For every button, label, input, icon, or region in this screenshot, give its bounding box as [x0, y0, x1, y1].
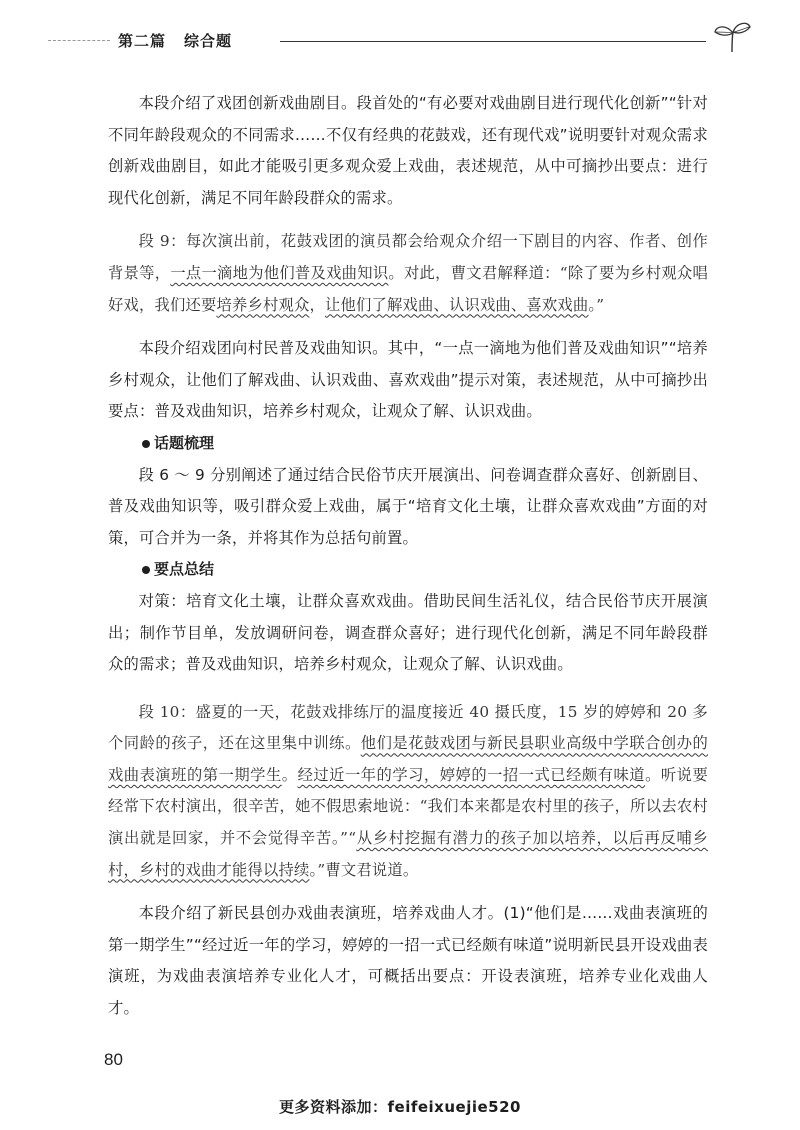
- topic-summary-paragraph: 段 6 ～ 9 分别阐述了通过结合民俗节庆开展演出、问卷调查群众喜好、创新剧目、普及戏曲知识等，吸引群众爱上戏曲，属于“培育文化土壤，让群众喜欢戏曲”方面的对策，可合并为一条，并将其作为总括句前置。: [108, 465, 708, 547]
- analysis-paragraph-1: 本段介绍了戏团创新戏曲剧目。段首处的“有必要对戏曲剧目进行现代化创新”“针对不同年龄段观众的不同需求……不仅有经典的花鼓戏，还有现代戏”说明要针对观众需求创新戏曲剧目，如此才能吸引更多观众爱上戏曲，表述规范，从中可摘抄出要点：进行现代化创新，满足不同年龄段群众的需求。: [108, 94, 708, 207]
- highlighted-phrase: 从乡村挖掘有潜力的孩子加以培养，以后再反哺乡村，乡村的戏曲才能得以持续: [108, 829, 708, 879]
- source-text: 。”曹文君说道。: [309, 860, 419, 879]
- header-dash-rule: [48, 40, 110, 41]
- highlighted-phrase: 培养乡村观众: [216, 295, 310, 314]
- highlighted-phrase: 经过近一年的学习，婷婷的一招一式已经颇有味道: [297, 765, 646, 784]
- footer-note: 更多资料添加：feifeixuejie520: [279, 1098, 521, 1116]
- analysis-paragraph-3: 本段介绍了新民县创办戏曲表演班，培养戏曲人才。(1)“他们是……戏曲表演班的第一期学生”“经过近一年的学习，婷婷的一招一式已经颇有味道”说明新民县开设戏曲表演班，为戏曲表演培养专业化人才，可概括出要点：开设表演班，培养专业化戏曲人才。: [108, 904, 708, 1018]
- source-text: ，: [309, 295, 325, 314]
- source-text: 段 10：盛夏的一天，花鼓戏排练厅的温度接近 40 摄氏度，15 岁的婷婷和 20 多个同龄的孩子，还在这里集中训练。: [108, 702, 708, 753]
- bullet-icon: [142, 440, 150, 448]
- running-header: [48, 28, 752, 54]
- source-text: 。对此，曹文君解释道：“除了要为乡村观众唱好戏，我们还要: [108, 263, 708, 314]
- sprout-icon: [712, 20, 752, 54]
- key-points-paragraph: 对策：培育文化土壤，让群众喜欢戏曲。借助民间生活礼仪，结合民俗节庆开展演出；制作节目单，发放调研问卷，调查群众喜好；进行现代化创新，满足不同年龄段群众的需求；普及戏曲知识，培养乡村观众，让观众了解、认识戏曲。: [108, 591, 708, 674]
- analysis-paragraph-2: 本段介绍戏团向村民普及戏曲知识。其中，“一点一滴地为他们普及戏曲知识”“培养乡村观众，让他们了解戏曲、认识戏曲、喜欢戏曲”提示对策，表述规范，从中可摘抄出要点：普及戏曲知识，培养乡村观众，让观众了解、认识戏曲。: [108, 339, 708, 421]
- highlighted-phrase: 他们是花鼓戏团与新民县职业高级中学联合创办的戏曲表演班的第一期学生: [108, 734, 709, 784]
- highlighted-phrase: 一点一滴地为他们普及戏曲知识: [170, 263, 389, 282]
- section-heading-summary: [108, 554, 708, 586]
- source-paragraph-9: [108, 226, 708, 321]
- source-text: 。”: [588, 295, 605, 314]
- source-text: 段 9：每次演出前，花鼓戏团的演员都会给观众介绍一下剧目的内容、作者、创作背景等，: [108, 232, 708, 282]
- source-paragraph-10: [108, 697, 708, 887]
- header-chapter-title: 综合题: [184, 32, 233, 50]
- source-text: 。: [281, 765, 298, 784]
- section-heading-label: 话题梳理: [154, 433, 215, 452]
- source-text: 。听说要经常下农村演出，很辛苦，她不假思索地说：“我们本来都是农村里的孩子，所以去农村演出就是回家，并不会觉得辛苦。”“: [108, 765, 708, 848]
- header-rule: [280, 41, 706, 42]
- header-part-title: 第二篇: [118, 32, 167, 50]
- main-content: [108, 88, 708, 1025]
- page-number: 80: [104, 1050, 123, 1069]
- section-heading-label: 要点总结: [154, 560, 215, 579]
- highlighted-phrase: 让他们了解戏曲、认识戏曲、喜欢戏曲: [324, 295, 589, 314]
- section-heading-topic: [108, 428, 708, 460]
